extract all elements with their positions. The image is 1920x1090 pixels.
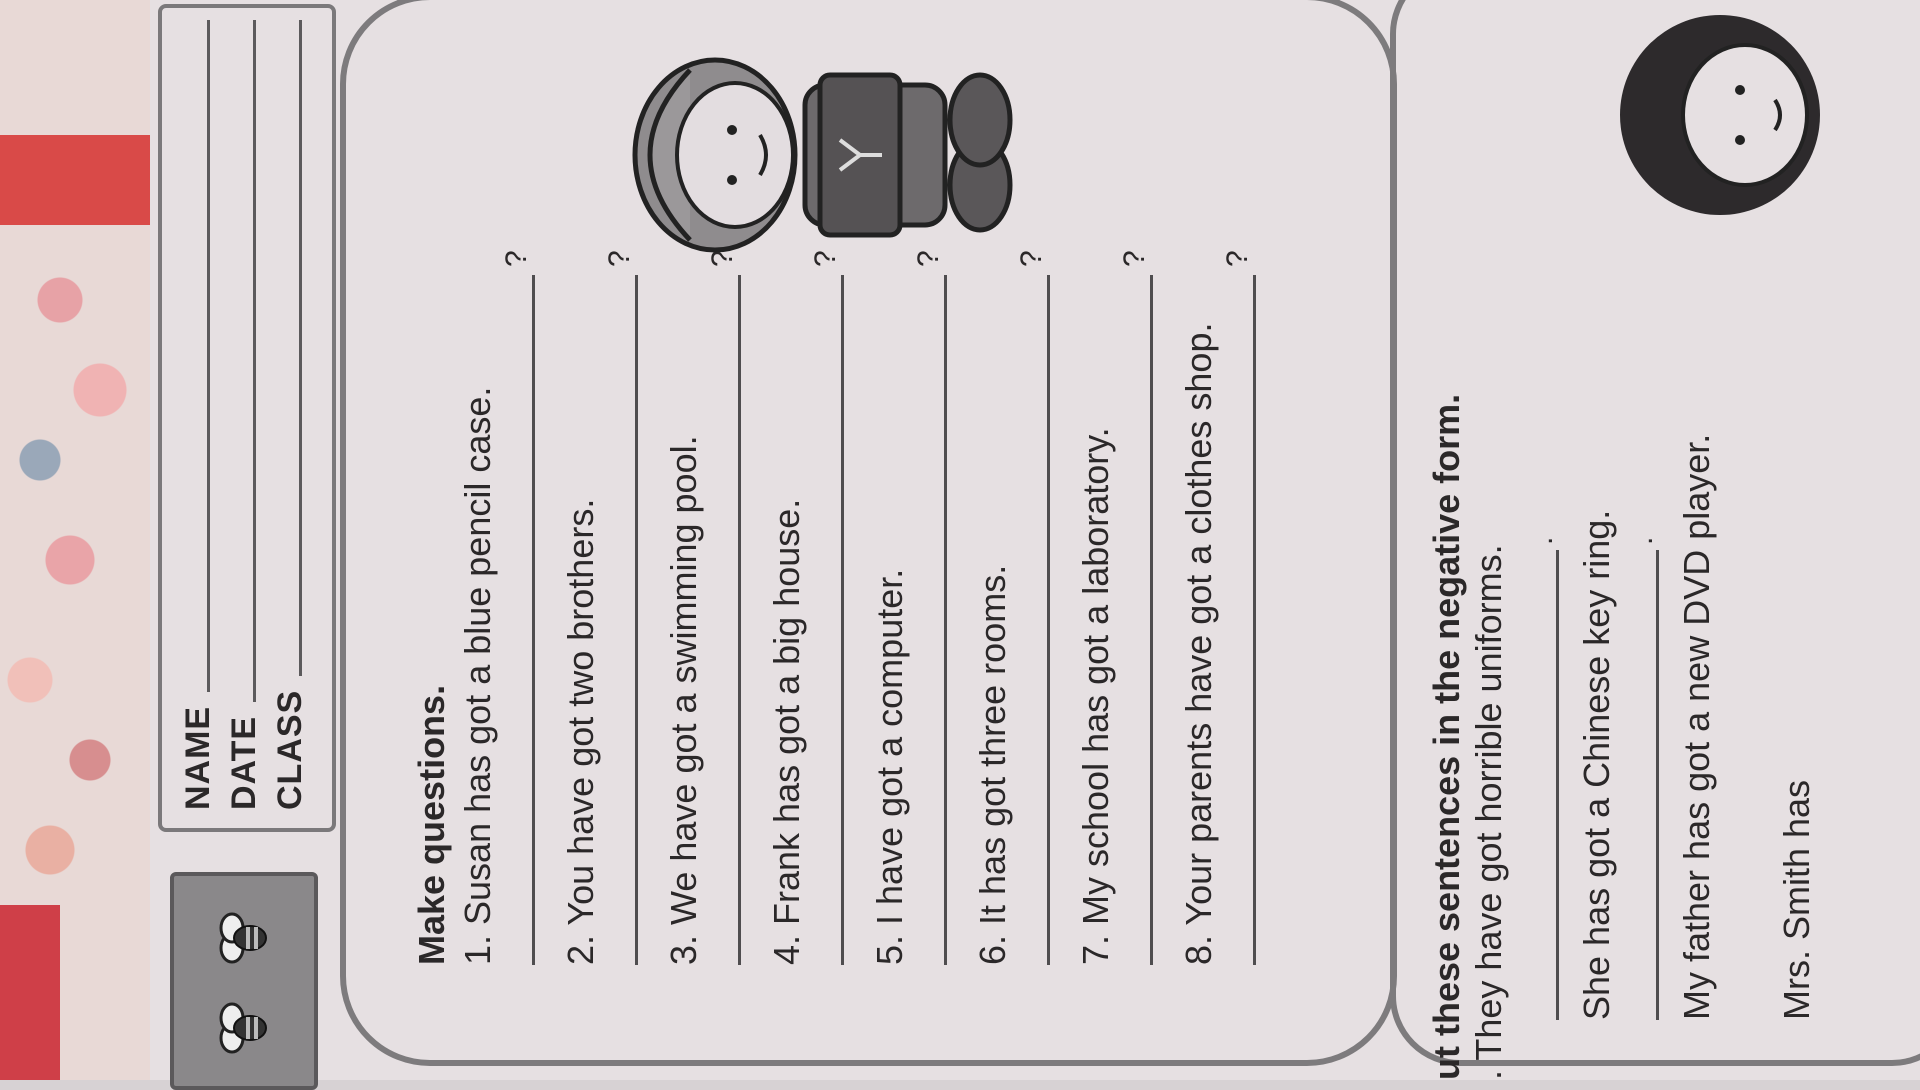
date-row: [224, 20, 264, 810]
boy-with-gift-illustration: [620, 30, 1020, 280]
bee-icon: [214, 910, 270, 966]
worksheet-header: [150, 0, 325, 1080]
question-item: [663, 250, 739, 965]
student-info-box: [158, 4, 336, 832]
question-mark: ?: [500, 250, 533, 267]
question-item: [972, 250, 1048, 965]
question-sentence: 2. You have got two brothers.: [560, 498, 601, 965]
question-sentence: 8. Your parents have got a clothes shop.: [1178, 322, 1219, 965]
red-corner-decoration: [0, 905, 60, 1080]
exercise-title: Make questions.: [411, 684, 452, 965]
question-item: [1075, 250, 1151, 965]
class-label: CLASS: [271, 689, 309, 810]
sentence-item: . They have got horrible uniforms.: [1468, 544, 1509, 1080]
question-sentence: 3. We have got a swimming pool.: [663, 435, 704, 965]
question-item: [1178, 250, 1254, 965]
name-field[interactable]: [207, 20, 210, 692]
answer-line[interactable]: [1556, 550, 1559, 1020]
bee-icon: [214, 1000, 270, 1056]
girl-illustration: [1610, 10, 1920, 220]
question-mark: ?: [1118, 250, 1151, 267]
sentence-item: She has got a Chinese key ring.: [1576, 509, 1617, 1020]
sentence-item: My father has got a new DVD player.: [1676, 433, 1717, 1020]
question-sentence: 7. My school has got a laboratory.: [1075, 427, 1116, 965]
date-label: DATE: [225, 715, 263, 810]
period-mark: .: [1526, 536, 1559, 545]
sentence-item: Mrs. Smith has: [1776, 779, 1817, 1020]
answer-line[interactable]: [738, 275, 741, 965]
bee-decoration-box: [170, 872, 318, 1090]
name-label: NAME: [179, 705, 217, 810]
worksheet-page: [150, 0, 1920, 1080]
red-decoration: [0, 135, 150, 225]
question-mark: ?: [1015, 250, 1048, 267]
question-mark: ?: [809, 250, 842, 267]
answer-line[interactable]: [1656, 550, 1659, 1020]
question-item: [560, 250, 636, 965]
question-sentence: 6. It has got three rooms.: [972, 564, 1013, 965]
answer-line[interactable]: [841, 275, 844, 965]
answer-line[interactable]: [1253, 275, 1256, 965]
name-row: [178, 20, 218, 810]
answer-line[interactable]: [944, 275, 947, 965]
question-sentence: 1. Susan has got a blue pencil case.: [457, 386, 498, 965]
question-mark: ?: [1221, 250, 1254, 267]
question-mark: ?: [603, 250, 636, 267]
question-item: [457, 250, 533, 965]
question-mark: ?: [912, 250, 945, 267]
question-mark: ?: [706, 250, 739, 267]
question-sentence: 5. I have got a computer.: [869, 568, 910, 965]
answer-line[interactable]: [1047, 275, 1050, 965]
period-mark: .: [1626, 536, 1659, 545]
answer-line[interactable]: [635, 275, 638, 965]
question-sentence: 4. Frank has got a big house.: [766, 498, 807, 965]
class-row: [270, 20, 310, 810]
answer-line[interactable]: [1150, 275, 1153, 965]
class-field[interactable]: [299, 20, 302, 676]
date-field[interactable]: [253, 20, 256, 702]
exercise-title: ut these sentences in the negative form.: [1426, 393, 1467, 1080]
question-item: [766, 250, 842, 965]
question-item: [869, 250, 945, 965]
answer-line[interactable]: [532, 275, 535, 965]
